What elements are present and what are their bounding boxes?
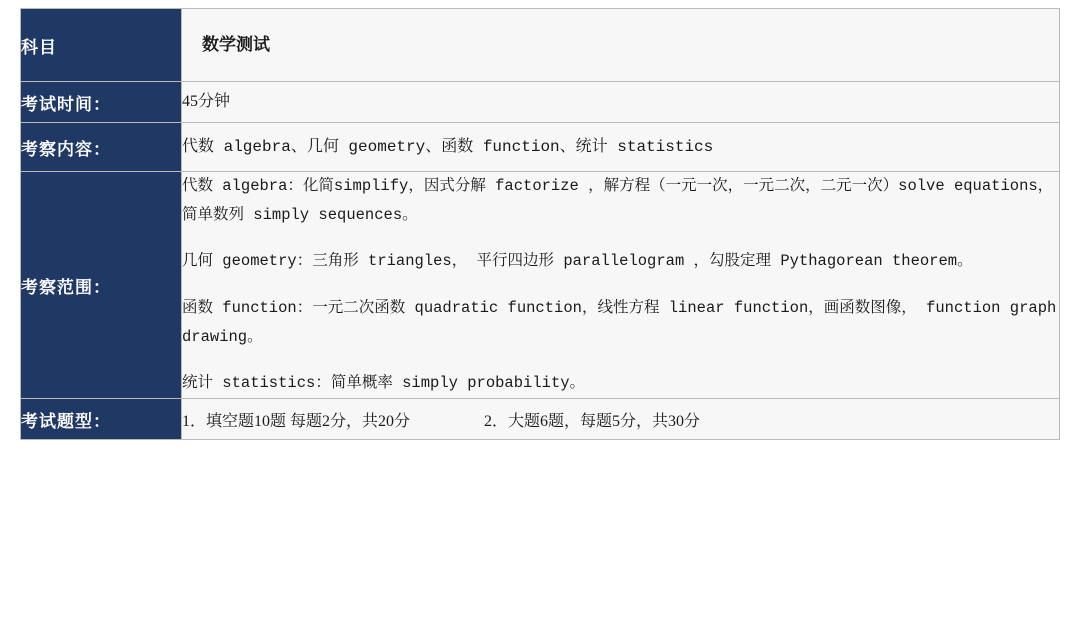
- scope-paragraph-function: 函数 function：一元二次函数 quadratic function，线性方程 linear function，画函数图像， function graph drawing。: [182, 299, 1057, 346]
- scope-paragraph-algebra: 代数 algebra：化简simplify，因式分解 factorize ，解方程（一元一次，一元二次，二元一次）solve equations，简单数列 simply sequences。: [182, 177, 1054, 224]
- row-value-subject: 数学测试: [182, 9, 1060, 82]
- table-row-exam-scope: [21, 172, 1060, 399]
- table-row-exam-time: [21, 82, 1060, 123]
- exam-info-table: [20, 8, 1060, 440]
- table-row-question-types: [21, 399, 1060, 440]
- row-value-exam-scope: [182, 172, 1060, 399]
- question-type-long-answer: 2．大题6题，每题5分，共30分: [484, 412, 701, 430]
- row-label-exam-content: 考察内容：: [21, 123, 182, 172]
- row-label-exam-time: 考试时间：: [21, 82, 182, 123]
- row-value-question-types: [182, 399, 1060, 440]
- row-value-exam-content: 代数 algebra、几何 geometry、函数 function、统计 statistics: [182, 123, 1060, 172]
- scope-paragraph-statistics: 统计 statistics：简单概率 simply probability。: [182, 374, 586, 393]
- scope-paragraph-geometry: 几何 geometry：三角形 triangles， 平行四边形 parallelogram ，勾股定理 Pythagorean theorem。: [182, 252, 973, 271]
- row-label-exam-scope: 考察范围：: [21, 172, 182, 399]
- table-row-subject: [21, 9, 1060, 82]
- row-label-question-types: 考试题型：: [21, 399, 182, 440]
- row-label-subject: 科目: [21, 9, 182, 82]
- row-value-exam-time: 45分钟: [182, 82, 1060, 123]
- table-row-exam-content: [21, 123, 1060, 172]
- question-type-fill-in-blank: 1．填空题10题 每题2分，共20分: [182, 412, 411, 430]
